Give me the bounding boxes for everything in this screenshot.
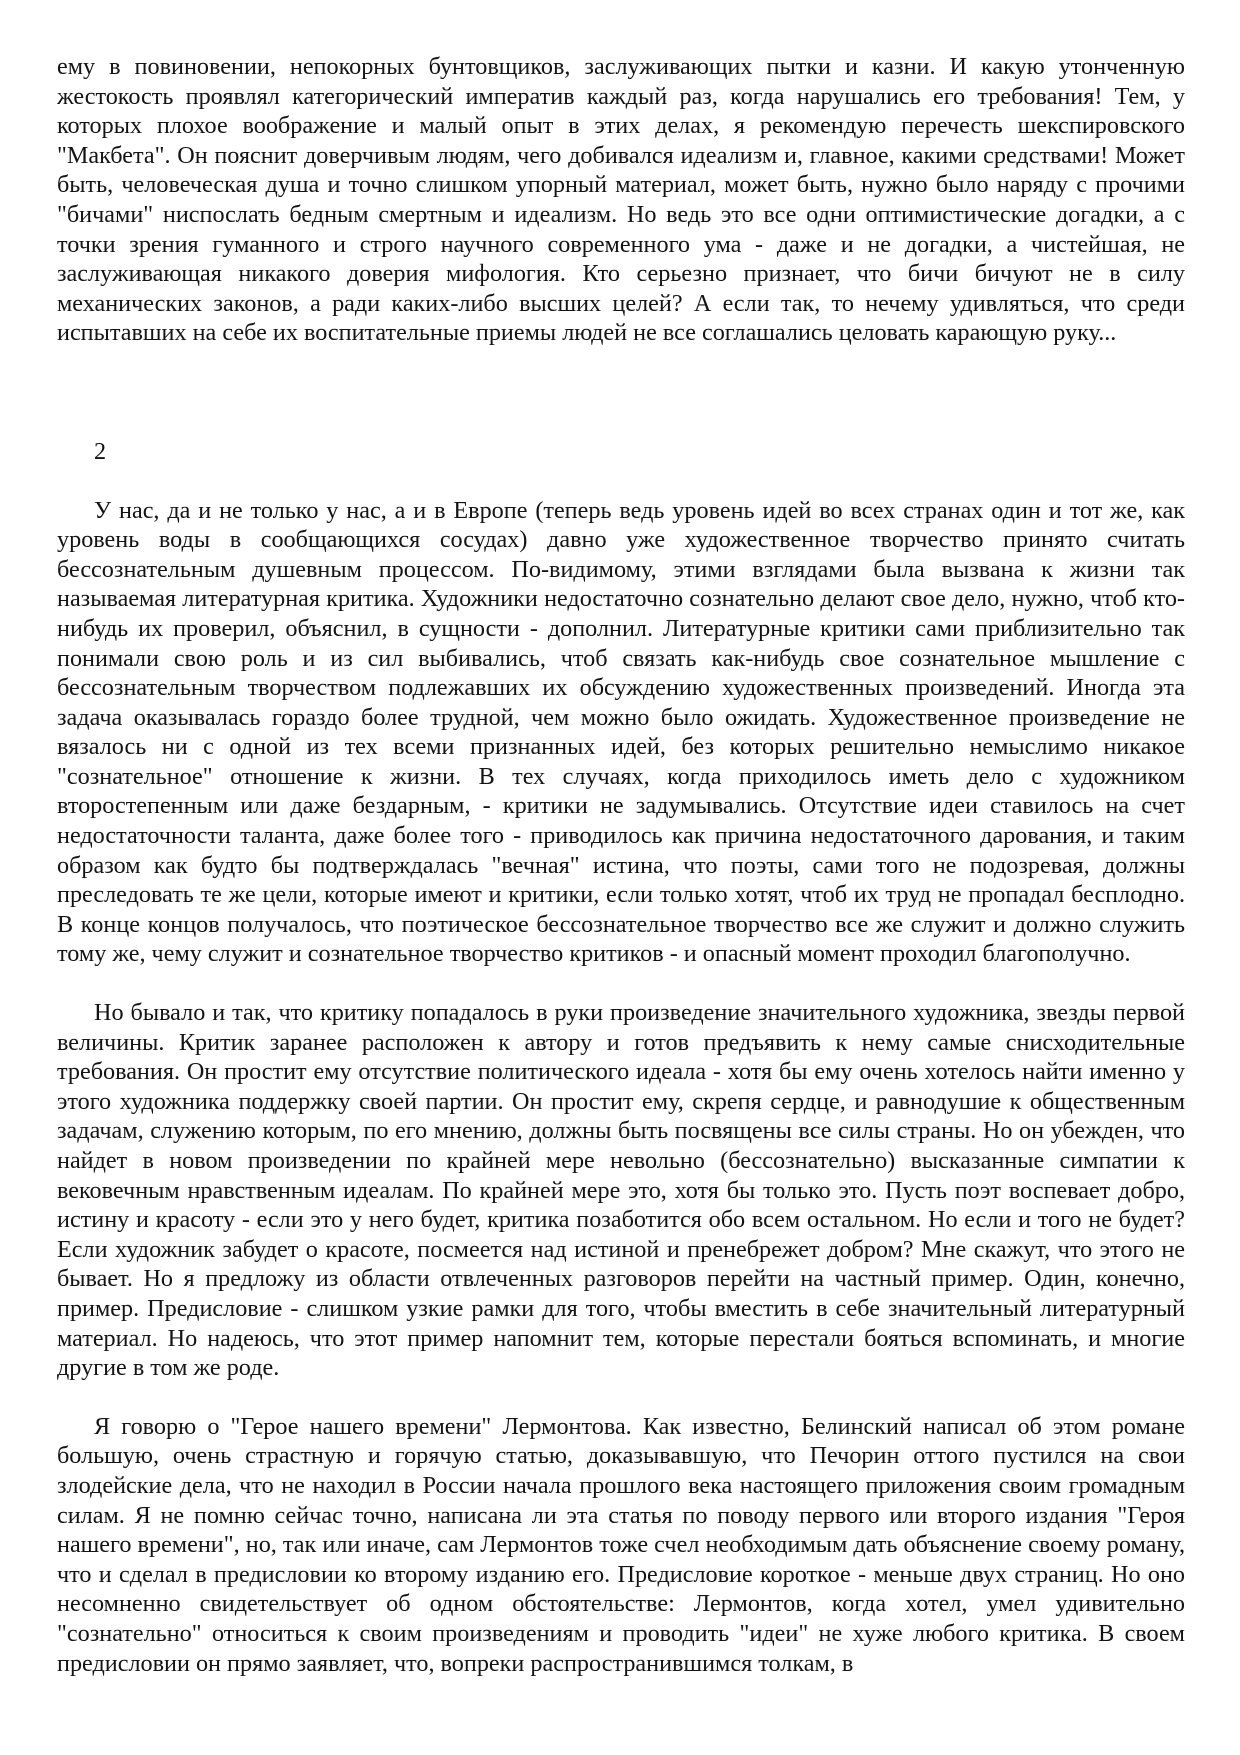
- paragraph-gap: [57, 969, 1185, 998]
- heading-gap: [57, 467, 1185, 496]
- paragraph-lermontov: Я говорю о "Герое нашего времени" Лермонтова. Как известно, Белинский написал об этом романе большую, очень страстную и горячую статью, доказывавшую, что Печорин оттого пустился на свои злодейские дела, что не находил в России начала прошлого века настоящего приложения своим громадным силам. Я не помню сейчас точно, написана ли эта статья по поводу первого или второго издания "Героя нашего времени", но, так или иначе, сам Лермонтов тоже счел необходимым дать объяснение своему роману, что и сделал в предисловии ко второму изданию его. Предисловие короткое - меньше двух страниц. Но оно несомненно свидетельствует об одном обстоятельстве: Лермонтов, когда хотел, умел удивительно "сознательно" относиться к своим произведениям и проводить "идеи" не хуже любого критика. В своем предисловии он прямо заявляет, что, вопреки распространившимся толкам, в: [57, 1412, 1185, 1677]
- section-spacer: [57, 348, 1185, 437]
- document-page: [57, 52, 1185, 1678]
- section-number: 2: [94, 437, 107, 465]
- paragraph-great-artist: Но бывало и так, что критику попадалось в руки произведение значительного художника, звезды первой величины. Критик заранее расположен к автору и готов предъявить к нему самые снисходительные требования. Он простит ему отсутствие политического идеала - хотя бы ему очень хотелось найти именно у этого художника поддержку своей партии. Он простит ему, скрепя сердце, и равнодушие к общественным задачам, служению которым, по его мнению, должны быть посвящены все силы страны. Но он убежден, что найдет в новом произведении по крайней мере невольно (бессознательно) высказанные симпатии к вековечным нравственным идеалам. По крайней мере это, хотя бы только это. Пусть поэт воспевает добро, истину и красоту - если это у него будет, критика позаботится обо всем остальном. Но если и того не будет? Если художник забудет о красоте, посмеется над истиной и пренебрежет добром? Мне скажут, что этого не бывает. Но я предложу из области отвлеченных разговоров перейти на частный пример. Один, конечно, пример. Предисловие - слишком узкие рамки для того, чтобы вместить в себе значительный литературный материал. Но надеюсь, что этот пример напомнит тем, которые перестали бояться вспоминать, и многие другие в том же роде.: [57, 999, 1185, 1382]
- paragraph-continuation: ему в повиновении, непокорных бунтовщиков, заслуживающих пытки и казни. И какую утонченную жестокость проявлял категорический императив каждый раз, когда нарушались его требования! Тем, у которых плохое воображение и малый опыт в этих делах, я рекомендую перечесть шекспировского "Макбета". Он пояснит доверчивым людям, чего добивался идеализм и, главное, какими средствами! Может быть, человеческая душа и точно слишком упорный материал, может быть, нужно было наряду с прочими "бичами" ниспослать бедным смертным и идеализм. Но ведь это все одни оптимистические догадки, а с точки зрения гуманного и строго научного современного ума - даже и не догадки, а чистейшая, не заслуживающая никакого доверия мифология. Кто серьезно признает, что бичи бичуют не в силу механических законов, а ради каких-либо высших целей? А если так, то нечему удивляться, что среди испытавших на себе их воспитательные приемы людей не все соглашались целовать карающую руку...: [57, 53, 1185, 347]
- paragraph-art-criticism: У нас, да и не только у нас, а и в Европе (теперь ведь уровень идей во всех странах один и тот же, как уровень воды в сообщающихся сосудах) давно уже художественное творчество принято считать бессознательным душевным процессом. По-видимому, этими взглядами была вызвана к жизни так называемая литературная критика. Художники недостаточно сознательно делают свое дело, нужно, чтоб кто-нибудь их проверил, объяснил, в сущности - дополнил. Литературные критики сами приблизительно так понимали свою роль и из сил выбивались, чтоб связать как-нибудь свое сознательное мышление с бессознательным творчеством подлежавших их обсуждению художественных произведений. Иногда эта задача оказывалась гораздо более трудной, чем можно было ожидать. Художественное произведение не вязалось ни с одной из тех всеми признанных идей, без которых решительно немыслимо никакое "сознательное" отношение к жизни. В тех случаях, когда приходилось иметь дело с художником второстепенным или даже бездарным, - критики не задумывались. Отсутствие идеи ставилось на счет недостаточности таланта, даже более того - приводилось как причина недостаточного дарования, и таким образом как будто бы подтверждалась "вечная" истина, что поэты, сами того не подозревая, должны преследовать те же цели, которые имеют и критики, если только хотят, чтоб их труд не пропадал бесплодно. В конце концов получалось, что поэтическое бессознательное творчество все же служит и должно служить тому же, чему служит и сознательное творчество критиков - и опасный момент проходил благополучно.: [57, 496, 1185, 968]
- paragraph-gap: [57, 1383, 1185, 1412]
